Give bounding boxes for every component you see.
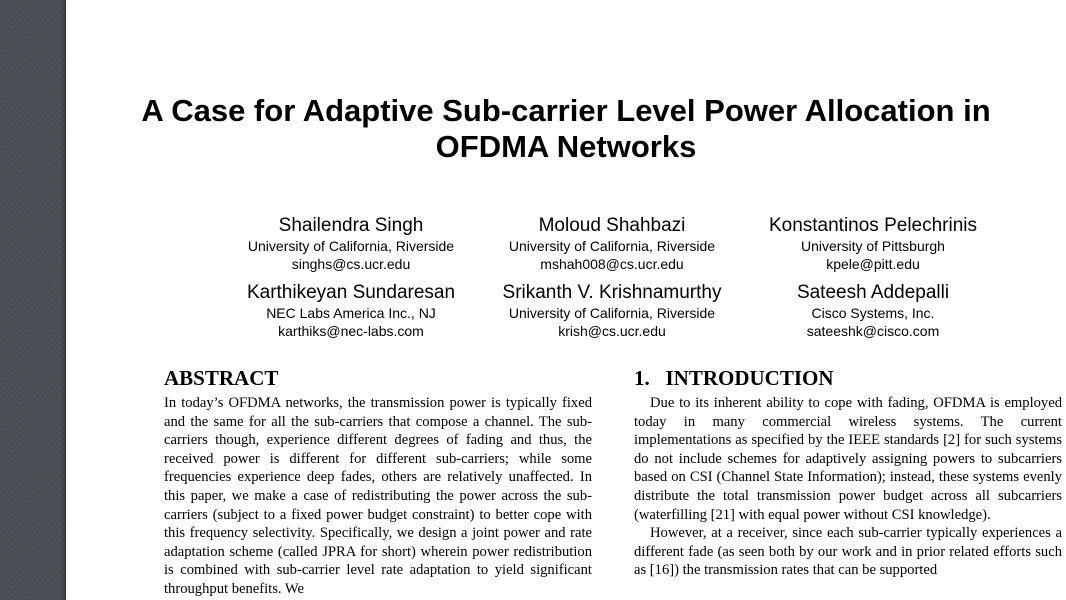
author-affiliation: University of California, Riverside bbox=[508, 305, 716, 321]
author-name: Shailendra Singh bbox=[278, 215, 424, 236]
author-block bbox=[482, 281, 742, 340]
paper-title bbox=[66, 93, 1066, 165]
author-block bbox=[482, 214, 742, 273]
author-affiliation: University of California, Riverside bbox=[247, 238, 455, 254]
author-name: Karthikeyan Sundaresan bbox=[246, 282, 456, 303]
title-line: A Case for Adaptive Sub-carrier Level Power Allocation in bbox=[141, 93, 991, 128]
title-line: OFDMA Networks bbox=[435, 129, 697, 164]
author-block bbox=[743, 214, 1003, 273]
abstract-text: In today’s OFDMA networks, the transmission power is typically fixed and the same for all the sub-carriers that compose a channel. The sub-carriers though, experience different degrees of fading and thus, the received power is different for different sub-carriers; while some frequencies experience deep fades, others are relatively unaffected. In this paper, we make a case of redistributing the power across the sub-carriers (subject to a fixed power budget constraint) to better cope with this frequency selectivity. Specifically, we design a joint power and rate adaptation scheme (called JPRA for short) wherein power redistribution is combined with sub-carrier level rate adaptation to yield significant throughput benefits. We bbox=[164, 395, 592, 597]
abstract-section bbox=[164, 366, 592, 599]
author-name: Srikanth V. Krishnamurthy bbox=[502, 282, 722, 303]
author-affiliation: Cisco Systems, Inc. bbox=[811, 305, 935, 321]
author-email: sateeshk@cisco.com bbox=[806, 323, 940, 339]
author-email: kpele@pitt.edu bbox=[826, 256, 920, 272]
author-affiliation: University of Pittsburgh bbox=[801, 238, 945, 254]
author-email: singhs@cs.ucr.edu bbox=[291, 256, 411, 272]
author-email: karthiks@nec-labs.com bbox=[278, 323, 424, 339]
abstract-heading: ABSTRACT bbox=[164, 366, 279, 390]
author-affiliation: University of California, Riverside bbox=[508, 238, 716, 254]
author-block bbox=[221, 214, 481, 273]
introduction-paragraph: However, at a receiver, since each sub-carrier typically experiences a different fade (as seen both by our work and in prior related efforts such as [16]) the transmission rates that can be supported bbox=[634, 525, 1062, 579]
author-email: krish@cs.ucr.edu bbox=[558, 323, 666, 339]
author-affiliation: NEC Labs America Inc., NJ bbox=[266, 305, 436, 321]
introduction-paragraph: Due to its inherent ability to cope with fading, OFDMA is employed today in many commercial wireless systems. The current implementations as specified by the IEEE standards [2] for such systems do not include schemes for adaptively assigning powers to subcarriers based on CSI (Channel State Information); instead, these systems evenly distribute the total transmission power budget across all subcarriers (waterfilling [21] with equal power without CSI knowledge). bbox=[634, 395, 1062, 523]
document-page bbox=[66, 0, 1066, 600]
author-name: Konstantinos Pelechrinis bbox=[768, 215, 978, 236]
author-name: Moloud Shahbazi bbox=[538, 215, 686, 236]
author-name: Sateesh Addepalli bbox=[796, 282, 950, 303]
author-email: mshah008@cs.ucr.edu bbox=[540, 256, 684, 272]
viewer-background bbox=[0, 0, 66, 600]
introduction-heading: 1. INTRODUCTION bbox=[634, 366, 834, 390]
author-block bbox=[221, 281, 481, 340]
introduction-section bbox=[634, 366, 1062, 580]
author-block bbox=[743, 281, 1003, 340]
